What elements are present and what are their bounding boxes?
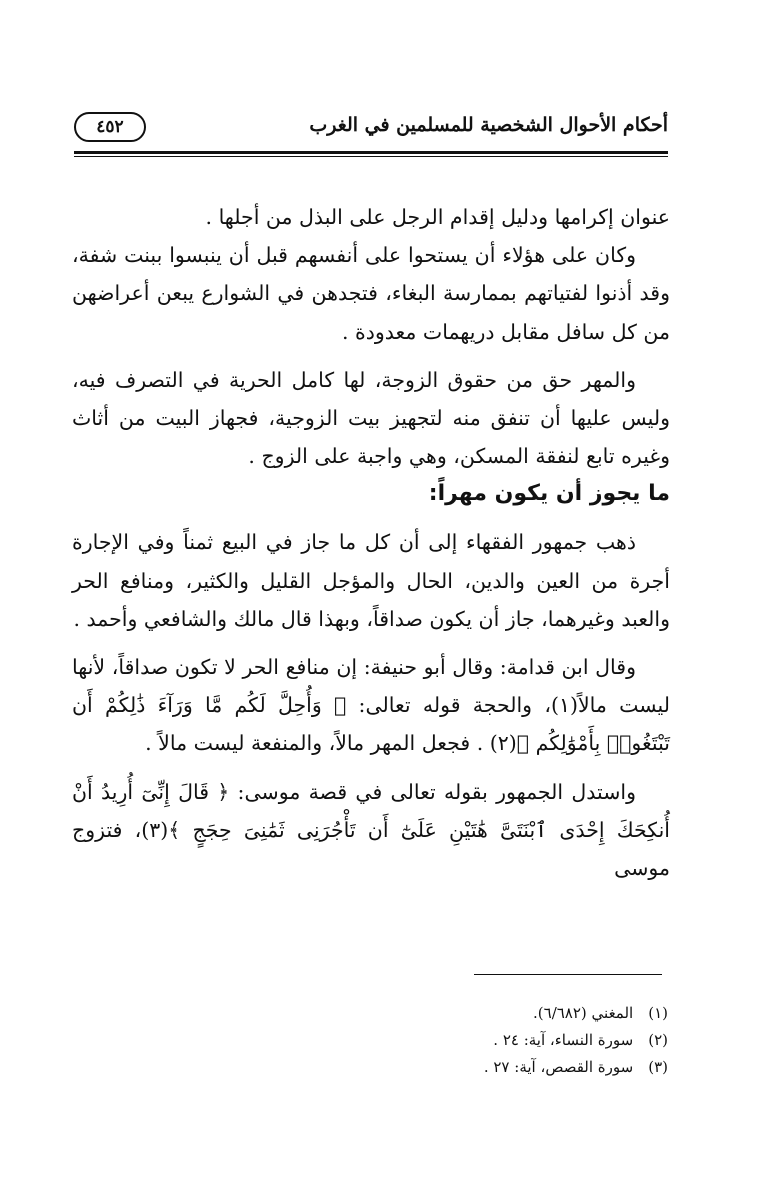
footnote-number: (١) <box>648 1004 668 1022</box>
section-heading: ما يجوز أن يكون مهراً: <box>428 481 670 507</box>
paragraph-2: وكان على هؤلاء أن يستحوا على أنفسهم قبل أن ينبسوا ببنت شفة، وقد أذنوا لفتياتهم بممارسة البغاء، فتجدهن في الشوارع يبعن أعراضهن من كل سافل مقابل دريهمات معدودة . <box>72 243 670 344</box>
paragraph-4: ذهب جمهور الفقهاء إلى أن كل ما جاز في البيع ثمناً وفي الإجارة أجرة من العين والدين، الحال والمؤجل القليل والكثير، ومنافع الحر والعبد وغيرهما، جاز أن يكون صداقاً، وبهذا قال مالك والشافعي وأحمد . <box>72 530 670 631</box>
page-header <box>74 112 668 146</box>
header-rule-thin <box>74 156 668 157</box>
running-title: أحكام الأحوال الشخصية للمسلمين في الغرب <box>309 114 668 136</box>
footnotes <box>260 1000 668 1081</box>
footnote-number: (٢) <box>648 1031 668 1049</box>
footnote-number: (٣) <box>648 1058 668 1076</box>
paragraph-6: واستدل الجمهور بقوله تعالى في قصة موسى: ﴿ قَالَ إِنِّىٓ أُرِيدُ أَنْ أُنكِحَكَ إِحْدَى ٱبْنَتَىَّ هَٰتَيْنِ عَلَىٰٓ أَن تَأْجُرَنِى ثَمَٰنِىَ حِجَجٍ ﴾(٣)، فتزوج موسى <box>72 779 671 881</box>
footnote-text: سورة النساء، آية: ٢٤ . <box>493 1031 634 1049</box>
footnote-1 <box>260 1000 668 1027</box>
footnote-text: سورة القصص، آية: ٢٧ . <box>483 1058 634 1076</box>
paragraph-1: عنوان إكرامها ودليل إقدام الرجل على البذل من أجلها . <box>205 205 670 229</box>
footnote-text: المغني (٦/٦٨٢). <box>533 1004 634 1022</box>
footnote-3 <box>260 1054 668 1081</box>
paragraph-3: والمهر حق من حقوق الزوجة، لها كامل الحرية في التصرف فيه، وليس عليها أن تنفق منه لتجهيز بيت الزوجية، فجهاز البيت من أثاث وغيره تابع لنفقة المسكن، وهي واجبة على الزوج . <box>72 367 670 469</box>
footnote-2 <box>260 1027 668 1054</box>
page-number: ٤٥٢ <box>74 112 146 142</box>
paragraph-5: وقال ابن قدامة: وقال أبو حنيفة: إن منافع الحر لا تكون صداقاً، لأنها ليست مالاً(١)، والحجة قوله تعالى: ﴿ وَأُحِلَّ لَكُم مَّا وَرَآءَ ذَٰلِكُمْ أَن تَبْتَغُوا۟ بِأَمْوَٰلِكُم ﴾(٢) . فجعل المهر مالاً، والمنفعة ليست مالاً . <box>72 655 670 756</box>
footnote-separator <box>474 974 662 975</box>
body-text <box>72 198 670 887</box>
header-rule-thick <box>74 151 668 154</box>
